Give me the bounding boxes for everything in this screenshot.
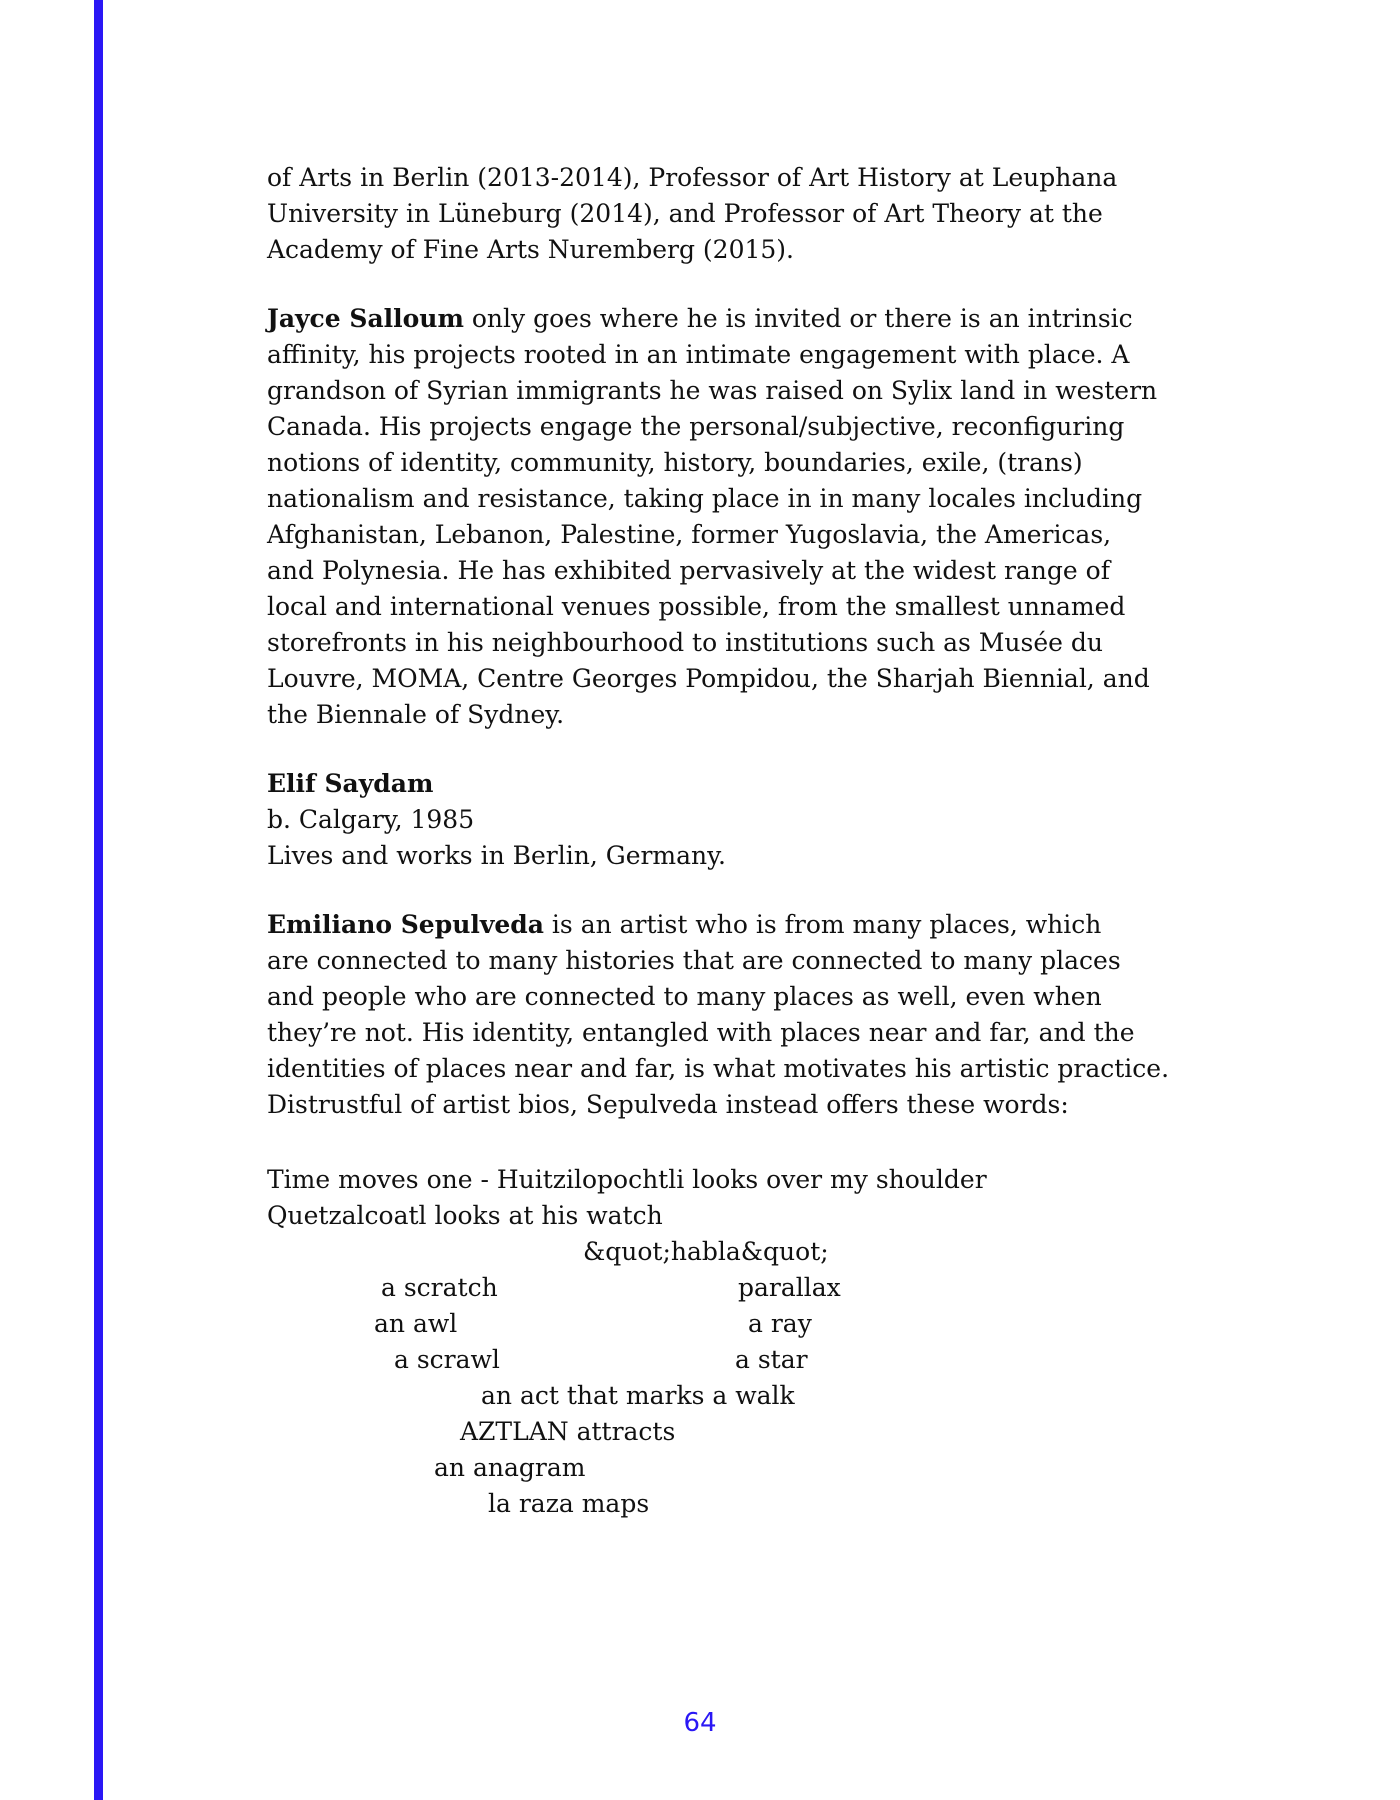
poem-line: Time moves one - Huitzilopochtli looks over my shoulder xyxy=(267,1165,987,1194)
birth-info: b. Calgary, 1985 xyxy=(267,805,475,834)
poem-line: Quetzalcoatl looks at his watch xyxy=(267,1201,663,1230)
document-body xyxy=(267,160,1170,1123)
text-fragment: only goes where he is invited or there is an intrinsic xyxy=(463,304,1133,333)
text-line: are connected to many histories that are connected to many places xyxy=(267,946,1121,975)
poem-line: a scrawl xyxy=(394,1345,500,1374)
text-line: nationalism and resistance, taking place in in many locales including xyxy=(267,484,1143,513)
continuation-paragraph xyxy=(267,160,1147,268)
artist-name-salloum: Jayce Salloum xyxy=(267,304,464,333)
text-line: affinity, his projects rooted in an intimate engagement with place. A xyxy=(267,340,1130,369)
text-line: storefronts in his neighbourhood to institutions such as Musée du xyxy=(267,628,1103,657)
text-fragment: is an artist who is from many places, which xyxy=(543,910,1102,939)
text-line: notions of identity, community, history, boundaries, exile, (trans) xyxy=(267,448,1083,477)
page-number: 64 xyxy=(683,1708,717,1738)
poem-line: a star xyxy=(735,1345,808,1374)
poem-line: an act that marks a walk xyxy=(481,1381,795,1410)
sepulveda-bio-paragraph xyxy=(267,907,1170,1123)
text-line: they’re not. His identity, entangled with places near and far, and the xyxy=(267,1018,1135,1047)
text-line: the Biennale of Sydney. xyxy=(267,700,565,729)
text-line: University in Lüneburg (2014), and Professor of Art Theory at the xyxy=(267,199,1103,228)
text-line: grandson of Syrian immigrants he was raised on Sylix land in western xyxy=(267,376,1158,405)
saydam-bio-paragraph xyxy=(267,766,1147,874)
text-line: Canada. His projects engage the personal/subjective, reconfiguring xyxy=(267,412,1125,441)
text-line: of Arts in Berlin (2013-2014), Professor of Art History at Leuphana xyxy=(267,163,1118,192)
text-line xyxy=(267,301,1147,337)
text-line: identities of places near and far, is what motivates his artistic practice. xyxy=(267,1054,1170,1083)
blue-margin-rule xyxy=(94,0,103,1800)
text-line: Academy of Fine Arts Nuremberg (2015). xyxy=(267,235,795,264)
poem-line: a ray xyxy=(748,1309,812,1338)
poem-line: a scratch xyxy=(381,1273,498,1302)
text-line: and Polynesia. He has exhibited pervasively at the widest range of xyxy=(267,556,1110,585)
poem-line: an awl xyxy=(374,1309,458,1338)
residence-info: Lives and works in Berlin, Germany. xyxy=(267,841,726,870)
artist-name-saydam: Elif Saydam xyxy=(267,769,434,798)
text-line: Louvre, MOMA, Centre Georges Pompidou, the Sharjah Biennial, and xyxy=(267,664,1150,693)
poem-line: la raza maps xyxy=(488,1489,650,1518)
text-line: local and international venues possible, from the smallest unnamed xyxy=(267,592,1126,621)
text-line xyxy=(267,907,1147,943)
poem-line: AZTLAN attracts xyxy=(460,1417,676,1446)
poem-line: an anagram xyxy=(434,1453,586,1482)
text-line: and people who are connected to many places as well, even when xyxy=(267,982,1102,1011)
salloum-bio-paragraph xyxy=(267,301,1158,733)
artist-name-sepulveda: Emiliano Sepulveda xyxy=(267,910,544,939)
text-line: Afghanistan, Lebanon, Palestine, former Yugoslavia, the Americas, xyxy=(267,520,1112,549)
text-line: Distrustful of artist bios, Sepulveda instead offers these words: xyxy=(267,1090,1069,1119)
poem-line: &quot;habla&quot; xyxy=(583,1237,829,1266)
poem-line: parallax xyxy=(738,1273,841,1302)
